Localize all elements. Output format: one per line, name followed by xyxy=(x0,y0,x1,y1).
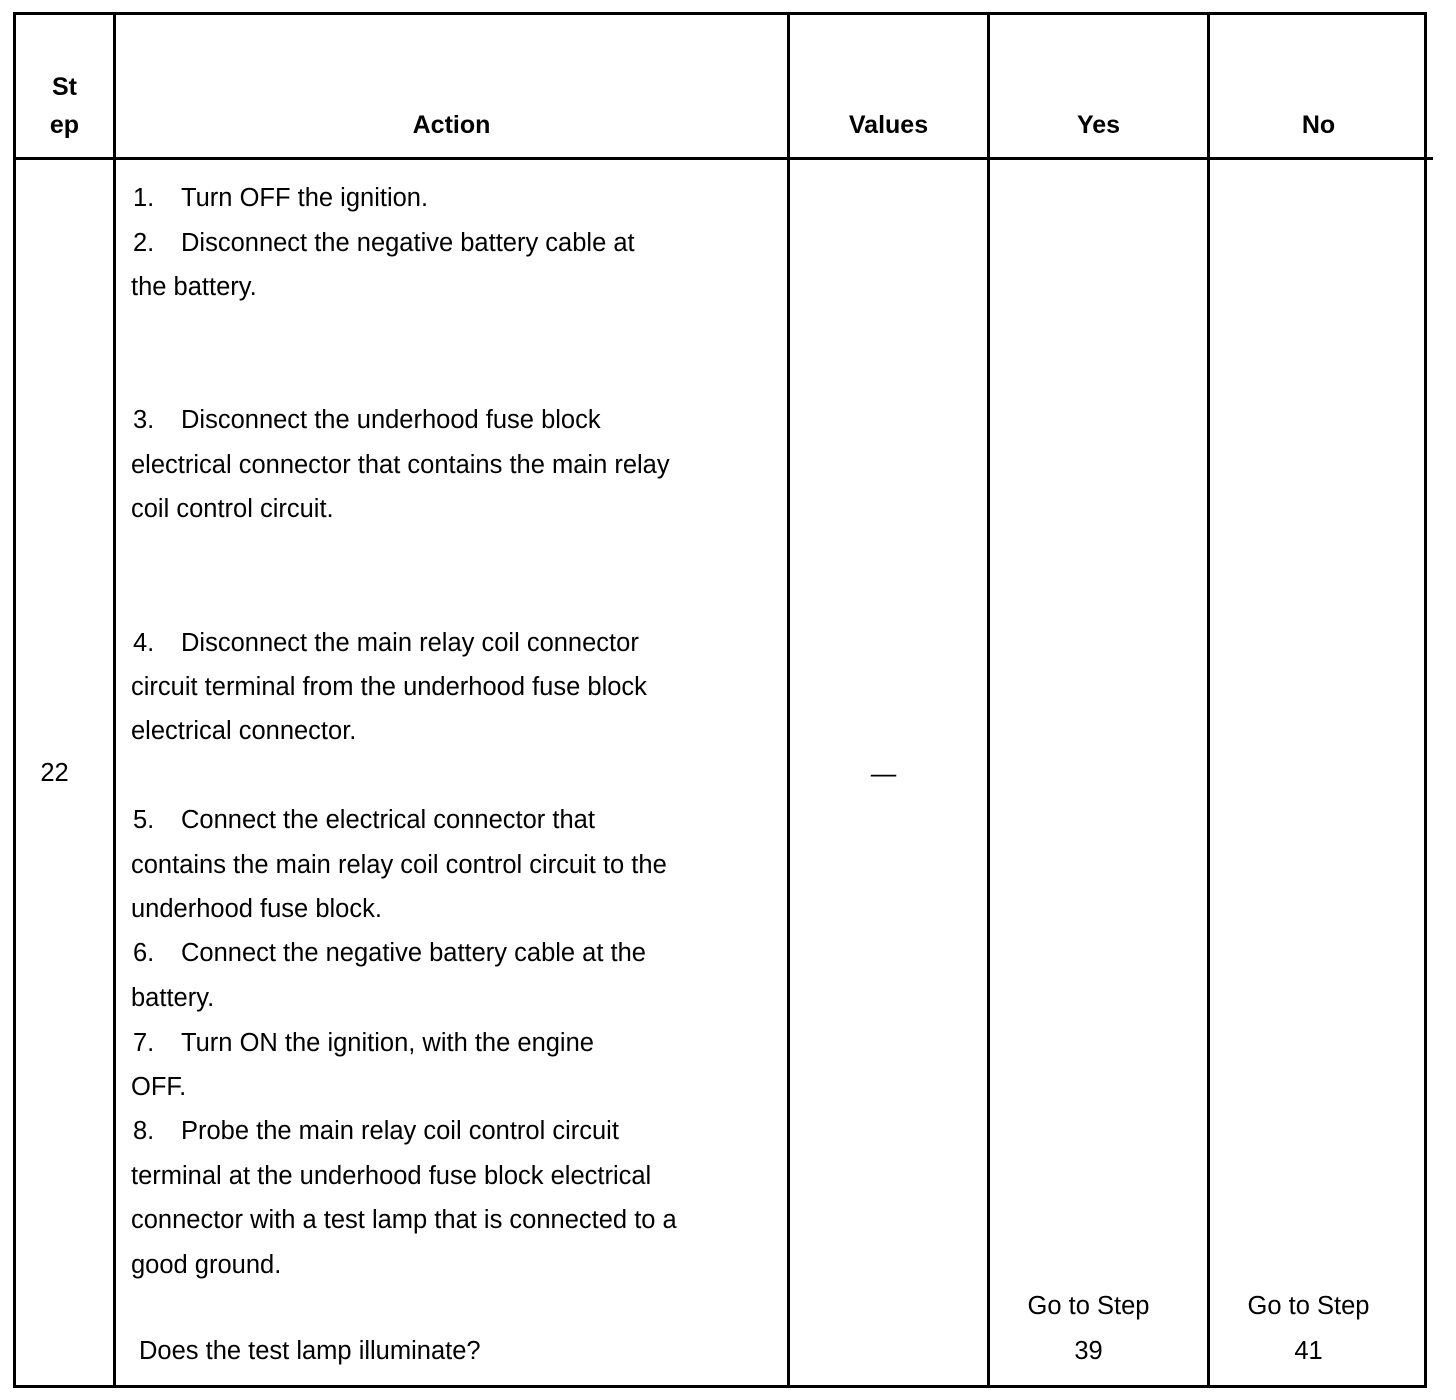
column-divider xyxy=(987,12,990,1388)
question-text: Does the test lamp illuminate? xyxy=(139,1337,481,1365)
no-go-to-label: Go to Step xyxy=(1247,1292,1370,1320)
header-step xyxy=(16,68,113,144)
action-text: the battery. xyxy=(131,273,257,301)
no-step-number: 41 xyxy=(1294,1337,1323,1365)
action-text: good ground. xyxy=(131,1251,282,1279)
yes-step-number: 39 xyxy=(1074,1337,1103,1365)
action-text: electrical connector. xyxy=(131,717,357,745)
header-divider xyxy=(13,157,1433,160)
action-number: 4. xyxy=(133,629,155,657)
values-dash: — xyxy=(870,760,897,788)
header-action: Action xyxy=(412,111,491,139)
action-text: coil control circuit. xyxy=(131,495,334,523)
action-number: 3. xyxy=(133,406,155,434)
action-text: Disconnect the negative battery cable at xyxy=(181,229,635,257)
header-step-line1: St xyxy=(52,73,77,101)
action-number: 7. xyxy=(133,1029,155,1057)
action-item-7 xyxy=(133,1028,594,1058)
header-no: No xyxy=(1301,111,1336,139)
action-item-2 xyxy=(133,228,635,258)
action-item-1 xyxy=(133,183,428,213)
action-text: electrical connector that contains the main relay xyxy=(131,451,670,479)
action-item-6 xyxy=(133,938,646,968)
action-text: Disconnect the main relay coil connector xyxy=(181,629,639,657)
action-number: 1. xyxy=(133,184,155,212)
action-text: Connect the negative battery cable at the xyxy=(181,939,646,967)
column-divider xyxy=(787,12,790,1388)
action-text: Probe the main relay coil control circuit xyxy=(181,1117,619,1145)
header-yes: Yes xyxy=(1076,111,1121,139)
action-item-5 xyxy=(133,805,595,835)
action-text: Connect the electrical connector that xyxy=(181,806,595,834)
column-divider xyxy=(1207,12,1210,1388)
action-item-8 xyxy=(133,1116,619,1146)
action-text: Disconnect the underhood fuse block xyxy=(181,406,601,434)
action-text: underhood fuse block. xyxy=(131,895,382,923)
action-item-4 xyxy=(133,628,639,658)
action-number: 6. xyxy=(133,939,155,967)
action-text: terminal at the underhood fuse block electrical xyxy=(131,1162,652,1190)
step-number: 22 xyxy=(40,759,69,787)
action-text: OFF. xyxy=(131,1073,187,1101)
action-number: 8. xyxy=(133,1117,155,1145)
action-text: contains the main relay coil control circuit to the xyxy=(131,851,667,879)
action-text: Turn ON the ignition, with the engine xyxy=(181,1029,594,1057)
yes-go-to-label: Go to Step xyxy=(1027,1292,1150,1320)
column-divider xyxy=(113,12,116,1388)
action-text: circuit terminal from the underhood fuse block xyxy=(131,673,647,701)
action-number: 2. xyxy=(133,229,155,257)
action-text: connector with a test lamp that is connected to a xyxy=(131,1206,677,1234)
action-number: 5. xyxy=(133,806,155,834)
header-step-line2: ep xyxy=(49,111,80,139)
action-item-3 xyxy=(133,405,601,435)
header-values: Values xyxy=(848,111,929,139)
action-text: battery. xyxy=(131,984,215,1012)
action-text: Turn OFF the ignition. xyxy=(181,184,429,212)
